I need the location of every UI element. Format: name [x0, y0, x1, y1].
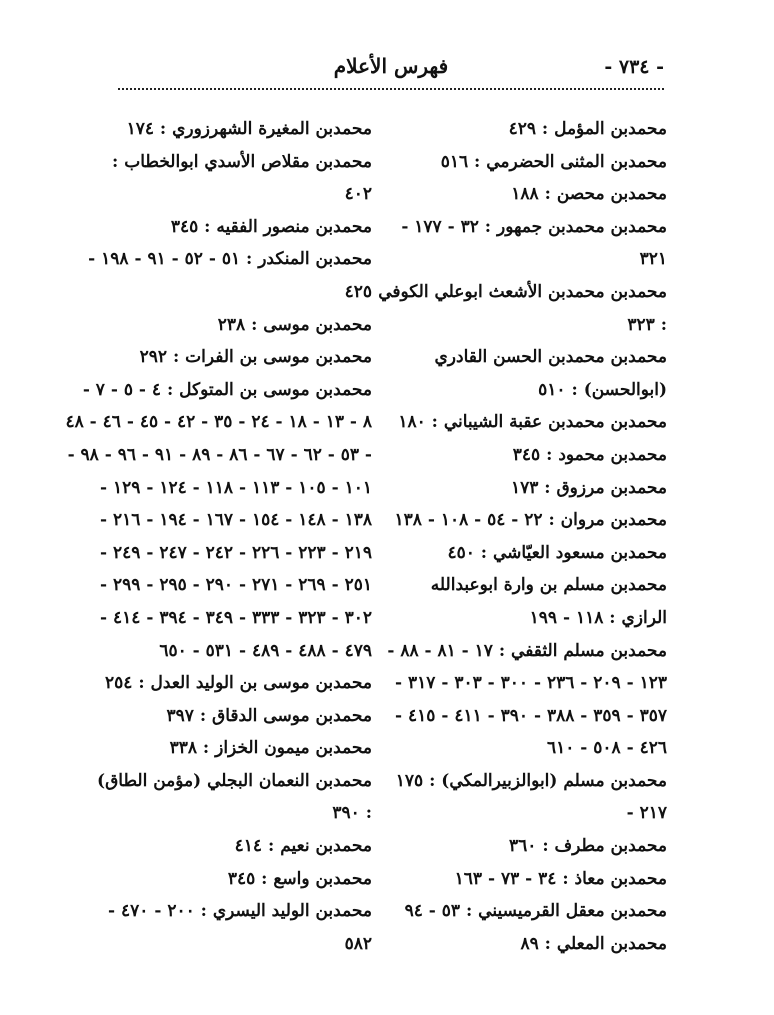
- index-entry-line: محمدبن المنكدر : ٥١ - ٥٢ - ٩١ - ١٩٨ -: [88, 249, 372, 270]
- index-entry-line: : ٣٢٣: [627, 314, 667, 335]
- index-entry-line: محمدبن مسلم الثقفي : ١٧ - ٨١ - ٨٨ -: [387, 640, 667, 661]
- index-entry-line: محمدبن واسع : ٣٤٥: [227, 868, 372, 889]
- index-entry-line: محمدبن محمدبن الحسن القادري: [434, 347, 667, 368]
- index-entry-line: محمدبن محمدبن الأشعث ابوعلي الكوفي: [378, 281, 667, 302]
- index-entry-line: محمدبن موسى الدقاق : ٣٩٧: [166, 705, 372, 726]
- index-entry-line: محمدبن نعيم : ٤١٤: [234, 836, 372, 857]
- index-entry-line: محمدبن مسلم (ابوالزبيرالمكي) : ١٧٥: [395, 770, 667, 791]
- index-entry-line: محمدبن محصن : ١٨٨: [511, 184, 667, 205]
- index-entry-line: محمدبن المعلي : ٨٩: [520, 933, 667, 954]
- index-entry-line: محمدبن المؤمل : ٤٢٩: [508, 119, 667, 139]
- index-entry-line: محمدبن منصور الفقيه : ٣٤٥: [170, 216, 372, 237]
- page-title: فهرس الأعلام: [333, 54, 449, 78]
- index-entry-line: : ٣٩٠: [332, 803, 372, 824]
- index-entry-line: محمدبن موسى : ٢٣٨: [217, 314, 372, 335]
- index-entry-line: ٣٢١: [639, 249, 667, 270]
- index-entry-line: محمدبن المغيرة الشهرزوري : ١٧٤: [126, 119, 372, 139]
- index-entry-line: محمدبن مرزوق : ١٧٣: [510, 477, 667, 498]
- index-entry-line: محمدبن مقلاص الأسدي ابوالخطاب :: [112, 151, 372, 172]
- index-entry-line: ٥٨٢: [344, 933, 372, 954]
- index-entry-line: محمدبن مسلم بن وارة ابوعبدالله: [430, 575, 667, 596]
- index-entry-line: ٢١٩ - ٢٢٣ - ٢٢٦ - ٢٤٢ - ٢٤٧ - ٢٤٩ -: [100, 542, 372, 563]
- index-entry-line: ٣٥٧ - ٣٥٩ - ٣٨٨ - ٣٩٠ - ٤١١ - ٤١٥ -: [395, 705, 667, 726]
- index-entry-line: محمدبن معقل القرميسيني : ٥٣ - ٩٤: [404, 901, 667, 922]
- index-entry-line: محمدبن مطرف : ٣٦٠: [509, 836, 667, 857]
- index-entry-line: محمدبن معاذ : ٣٤ - ٧٣ - ١٦٣: [454, 868, 667, 889]
- index-entry-line: محمدبن موسى بن المتوكل : ٤ - ٥ - ٧ -: [82, 379, 372, 400]
- index-entry-line: محمدبن مروان : ٢٢ - ٥٤ - ١٠٨ - ١٣٨: [394, 510, 667, 531]
- index-entry-line: محمدبن محمدبن عقبة الشيباني : ١٨٠: [398, 412, 667, 433]
- index-entry-line: ٢١٧ -: [626, 803, 667, 824]
- index-entry-line: ٣٠٢ - ٣٢٣ - ٣٣٣ - ٣٤٩ - ٣٩٤ - ٤١٤ -: [100, 607, 372, 628]
- index-entry-line: ٤٠٢: [344, 184, 372, 205]
- left-column: [65, 113, 372, 960]
- index-entry-line: ١٣٨ - ١٤٨ - ١٥٤ - ١٦٧ - ١٩٤ - ٢١٦ -: [100, 510, 372, 531]
- index-entry-line: محمدبن محمود : ٣٤٥: [512, 444, 667, 465]
- dotted-divider: [118, 88, 664, 90]
- index-entry-line: محمدبن ميمون الخزاز : ٣٣٨: [169, 738, 372, 759]
- index-entry-line: (ابوالحسن) : ٥١٠: [538, 379, 667, 400]
- index-entry-line: محمدبن الوليد اليسري : ٢٠٠ - ٤٧٠ -: [108, 901, 372, 922]
- index-entry-line: - ٥٣ - ٦٢ - ٦٧ - ٨٦ - ٨٩ - ٩١ - ٩٦ - ٩٨ -: [67, 444, 372, 465]
- index-entry-line: محمدبن مسعود العيّاشي : ٤٥٠: [447, 542, 667, 563]
- index-entry-line: الرازي : ١١٨ - ١٩٩: [529, 607, 667, 628]
- page-header: [118, 52, 664, 86]
- index-entry-line: محمدبن محمدبن جمهور : ٣٢ - ١٧٧ -: [401, 216, 667, 237]
- index-entry-line: ٨ - ١٣ - ١٨ - ٢٤ - ٣٥ - ٤٢ - ٤٥ - ٤٦ - ٤٨: [65, 412, 372, 433]
- index-entry-line: ٢٥١ - ٢٦٩ - ٢٧١ - ٢٩٠ - ٢٩٥ - ٢٩٩ -: [100, 575, 372, 596]
- index-entry-line: ١٢٣ - ٢٠٩ - ٢٣٦ - ٣٠٠ - ٣٠٣ - ٣١٧ -: [395, 673, 667, 694]
- index-entry-line: محمدبن المثنى الحضرمي : ٥١٦: [440, 151, 667, 172]
- right-column: [378, 113, 667, 960]
- index-entry-line: ١٠١ - ١٠٥ - ١١٣ - ١١٨ - ١٢٤ - ١٢٩ -: [100, 477, 372, 498]
- index-entry-line: محمدبن موسى بن الفرات : ٢٩٢: [139, 347, 372, 368]
- page-number: - ٧٣٤ -: [604, 56, 664, 78]
- index-entry-line: محمدبن النعمان البجلي (مؤمن الطاق): [97, 770, 372, 791]
- index-entry-line: ٤٢٦ - ٥٠٨ - ٦١٠: [546, 738, 667, 759]
- index-entry-line: محمدبن موسى بن الوليد العدل : ٢٥٤: [105, 673, 372, 694]
- index-entry-line: ٤٧٩ - ٤٨٨ - ٤٨٩ - ٥٣١ - ٦٥٠: [159, 640, 372, 661]
- index-entry-line: ٤٢٥: [344, 281, 372, 302]
